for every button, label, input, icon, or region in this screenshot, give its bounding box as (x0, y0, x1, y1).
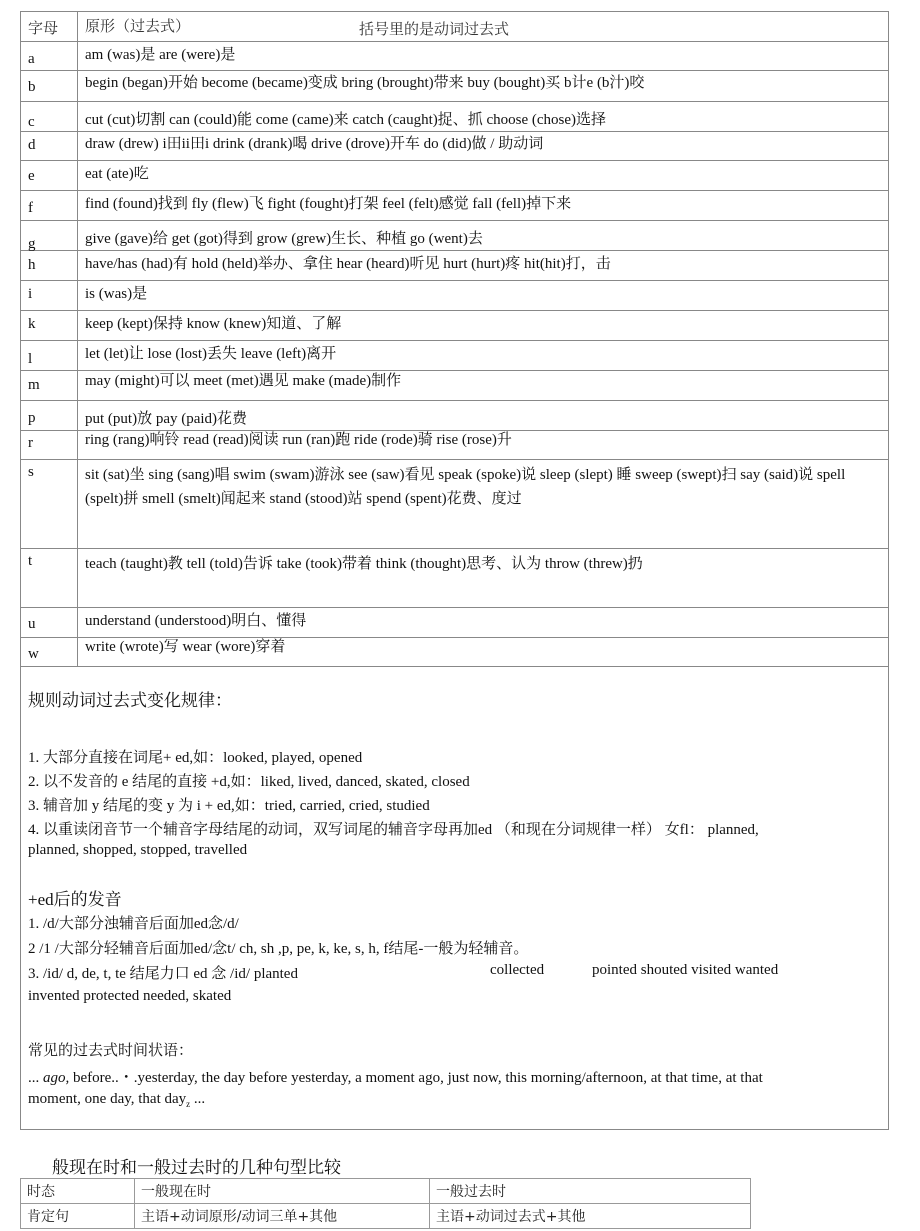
letter-cell: b (28, 79, 36, 95)
letter-cell: l (28, 351, 33, 367)
header-letter: 字母 (28, 21, 59, 37)
verbs-cell: cut (cut)切割 can (could)能 come (came)来 catch (caught)捉、抓 choose (chose)选择 (85, 112, 607, 128)
time-prefix: ... (28, 1070, 43, 1086)
table-row (20, 132, 889, 161)
letter-cell: u (28, 616, 36, 632)
table-row (20, 161, 889, 191)
letter-cell: m (28, 377, 40, 393)
verbs-cell: have/has (had)有 hold (held)举办、拿住 hear (heard)听见 hurt (hurt)疼 hit(hit)打，击 (85, 256, 611, 272)
time-title: 常见的过去式时间状语： (28, 1043, 194, 1059)
table-row (20, 42, 889, 71)
verbs-cell: ring (rang)响铃 read (read)阅读 run (ran)跑 ride (rode)骑 rise (rose)升 (85, 432, 512, 448)
verbs-cell: put (put)放 pay (paid)花费 (85, 411, 248, 427)
letter-cell: d (28, 137, 36, 153)
verbs-cell: draw (drew) i田ii田i drink (drank)喝 drive (drove)开车 do (did)做 / 助动词 (85, 136, 544, 152)
verbs-cell: is (was)是 (85, 286, 148, 302)
table-row (21, 1204, 751, 1229)
table-cell: 主语+动词原形/动词三单+其他 (135, 1204, 430, 1229)
letter-cell: k (28, 316, 36, 332)
letter-cell: p (28, 410, 36, 426)
table-row (20, 191, 889, 221)
table-row (20, 71, 889, 102)
table-header-cell: 时态 (21, 1179, 135, 1204)
table-row (20, 549, 889, 608)
time-text: before..・.yesterday, the day before yesterday, a moment ago, just now, this morning/afternoon, at that time, at that (69, 1070, 763, 1086)
rules-section (20, 666, 889, 1130)
letter-cell: e (28, 168, 35, 184)
verbs-cell: eat (ate)吃 (85, 166, 149, 182)
pronunciation-example: collected (490, 962, 545, 978)
table-row (20, 608, 889, 638)
table-row (20, 638, 889, 667)
letter-cell: s (28, 464, 34, 480)
time-sub: z (186, 1099, 191, 1109)
letter-cell: t (28, 553, 33, 569)
table-row (20, 102, 889, 132)
time-italic: ago, (43, 1070, 70, 1086)
pronunciation-item: 2 /1 /大部分轻辅音后面加ed/念t/ ch, sh ,p, pe, k, ke, s, h, f结尾-一般为轻辅音。 (28, 941, 529, 957)
time-end: ... (190, 1091, 206, 1107)
table-row (20, 281, 889, 311)
table-row (20, 251, 889, 281)
verbs-cell: sit (sat)坐 sing (sang)唱 swim (swam)游泳 see (saw)看见 speak (spoke)说 sleep (slept) 睡 sweep (swept)扫 say (said)说 spell (spelt)拼 smell (smelt)闻起来 stand (stood)站 spend (spent)花费、度过 (85, 467, 846, 507)
table-row (20, 371, 889, 401)
verbs-cell: give (gave)给 get (got)得到 grow (grew)生长、种植 go (went)去 (85, 231, 483, 247)
table-row (20, 431, 889, 460)
letter-cell: h (28, 257, 36, 273)
verbs-cell: may (might)可以 meet (met)遇见 make (made)制作 (85, 373, 402, 389)
verbs-cell: am (was)是 are (were)是 (85, 47, 236, 63)
rule-item: 3. 辅音加 y 结尾的变 y 为 i + ed,如：tried, carried, cried, studied (28, 798, 430, 814)
table-row (20, 311, 889, 341)
table-header-cell: 一般过去时 (430, 1179, 751, 1204)
verbs-cell: write (wrote)写 wear (wore)穿着 (85, 639, 286, 655)
verb-table (20, 11, 889, 667)
rule-item: 1. 大部分直接在词尾+ ed,如：looked, played, opened (28, 750, 363, 766)
letter-cell: r (28, 435, 33, 451)
rule-item: planned, shopped, stopped, travelled (28, 842, 248, 858)
table-header (20, 12, 889, 42)
verbs-cell: let (let)让 lose (lost)丢失 leave (left)离开 (85, 346, 337, 362)
table-row (20, 401, 889, 431)
table-row (21, 1179, 751, 1204)
time-line (28, 1066, 763, 1087)
rule-item: 2. 以不发音的 e 结尾的直接 +d,如：liked, lived, danced, skated, closed (28, 774, 470, 790)
time-line (28, 1091, 205, 1109)
table-cell: 肯定句 (21, 1204, 135, 1229)
table-row (20, 221, 889, 251)
letter-cell: i (28, 286, 33, 302)
pronunciation-title: +ed后的发音 (28, 890, 122, 909)
letter-cell: g (28, 236, 36, 252)
letter-cell: w (28, 646, 39, 662)
table-header-cell: 一般现在时 (135, 1179, 430, 1204)
pronunciation-item: 3. /id/ d, de, t, te 结尾力口 ed 念 /id/ planted (28, 966, 298, 982)
table-cell: 主语+动词过去式+其他 (430, 1204, 751, 1229)
letter-cell: c (28, 114, 35, 130)
table-row (20, 341, 889, 371)
pronunciation-item: 1. /d/大部分浊辅音后面加ed念/d/ (28, 916, 239, 932)
comparison-table (20, 1178, 751, 1229)
pronunciation-example: invented protected needed, skated (28, 988, 232, 1004)
rules-title: 规则动词过去式变化规律： (28, 691, 232, 710)
rule-item: 4. 以重读闭音节一个辅音字母结尾的动词，双写词尾的辅音字母再加ed （和现在分词规律一样） 女fl： planned, (28, 822, 759, 838)
header-note: 括号里的是动词过去式 (359, 22, 510, 38)
letter-cell: f (28, 200, 33, 216)
verbs-cell: understand (understood)明白、懂得 (85, 613, 307, 629)
table-row (20, 460, 889, 549)
verbs-cell: begin (began)开始 become (became)变成 bring (brought)带来 buy (bought)买 b计e (b汁)咬 (85, 75, 645, 91)
letter-cell: a (28, 51, 35, 67)
verbs-cell: keep (kept)保持 know (knew)知道、了解 (85, 316, 342, 332)
header-form: 原形（过去式） (85, 19, 191, 35)
verbs-cell: teach (taught)教 tell (told)告诉 take (took)带着 think (thought)思考、认为 throw (threw)扔 (85, 556, 643, 572)
pronunciation-example: pointed shouted visited wanted (592, 962, 779, 978)
time-text: moment, one day, that day (28, 1091, 187, 1107)
comparison-title: 般现在时和一般过去时的几种句型比较 (52, 1158, 341, 1177)
verbs-cell: find (found)找到 fly (flew)飞 fight (fought)打架 feel (felt)感觉 fall (fell)掉下来 (85, 196, 572, 212)
